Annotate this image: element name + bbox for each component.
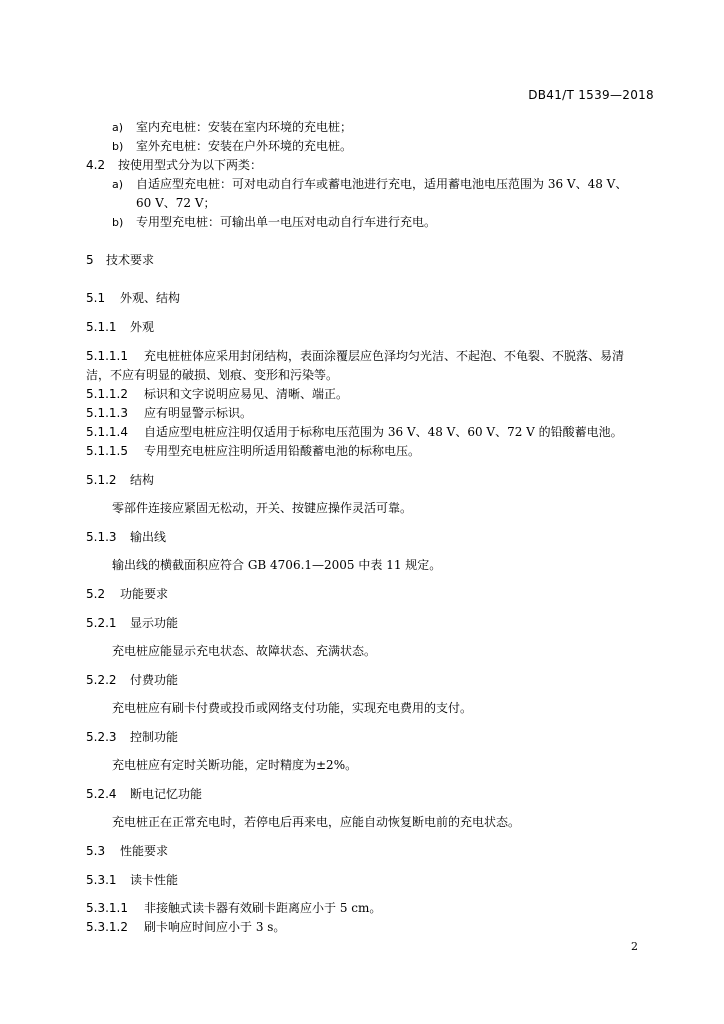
clause-number: 5.1.1.2 bbox=[86, 387, 128, 401]
section-number: 5.2.1 bbox=[86, 616, 117, 630]
section-5-2-2-body: 充电桩应有刷卡付费或投币或网络支付功能，实现充电费用的支付。 bbox=[112, 701, 473, 715]
section-number: 5.1.2 bbox=[86, 473, 117, 487]
clause-text: 充电桩桩体应采用封闭结构，表面涂覆层应色泽均匀光洁、不起泡、不龟裂、不脱落、易清 bbox=[144, 349, 625, 363]
clause-5-3-1-1 bbox=[86, 900, 381, 916]
section-number: 5.2.2 bbox=[86, 673, 117, 687]
section-5-2-4-body: 充电桩正在正常充电时，若停电后再来电，应能自动恢复断电前的充电状态。 bbox=[112, 815, 521, 829]
section-number: 5 bbox=[86, 253, 94, 267]
section-5-1-3-heading bbox=[86, 529, 166, 545]
list-item-a2-continued: 60 V、72 V； bbox=[136, 196, 216, 210]
clause-5-1-1-2 bbox=[86, 386, 348, 402]
clause-number: 5.1.1.4 bbox=[86, 425, 128, 439]
clause-text: 非接触式读卡器有效刷卡距离应小于 5 cm。 bbox=[144, 901, 382, 915]
clause-number: 5.1.1.5 bbox=[86, 444, 128, 458]
list-label: b) bbox=[112, 140, 124, 153]
clause-number: 5.3.1.1 bbox=[86, 901, 128, 915]
clause-4-2 bbox=[86, 157, 262, 173]
section-5-2-4-heading bbox=[86, 786, 202, 802]
section-5-1-2-body: 零部件连接应紧固无松动，开关、按键应操作灵活可靠。 bbox=[112, 501, 413, 515]
list-text: 室内充电桩：安装在室内环境的充电桩； bbox=[136, 120, 353, 134]
clause-number: 5.1.1.1 bbox=[86, 349, 128, 363]
clause-number: 5.3.1.2 bbox=[86, 920, 128, 934]
section-title: 外观 bbox=[130, 320, 155, 334]
section-5-2-1-body: 充电桩应能显示充电状态、故障状态、充满状态。 bbox=[112, 644, 377, 658]
section-title: 输出线 bbox=[130, 530, 167, 544]
clause-5-1-1-1-continued: 洁，不应有明显的破损、划痕、变形和污染等。 bbox=[86, 368, 339, 382]
list-text: 自适应型充电桩：可对电动自行车或蓄电池进行充电，适用蓄电池电压范围为 36 V、48 V、 bbox=[136, 177, 628, 191]
section-number: 5.3.1 bbox=[86, 873, 117, 887]
clause-number: 5.1.1.3 bbox=[86, 406, 128, 420]
section-5-2-heading bbox=[86, 586, 168, 602]
clause-text: 标识和文字说明应易见、清晰、端正。 bbox=[144, 387, 349, 401]
section-title: 显示功能 bbox=[130, 616, 179, 630]
clause-5-3-1-2 bbox=[86, 919, 285, 935]
section-title: 结构 bbox=[130, 473, 155, 487]
clause-5-1-1-3 bbox=[86, 405, 252, 421]
list-text: 专用型充电桩：可输出单一电压对电动自行车进行充电。 bbox=[136, 215, 437, 229]
clause-text: 按使用型式分为以下两类： bbox=[118, 158, 263, 172]
section-title: 付费功能 bbox=[130, 673, 179, 687]
list-item-a1 bbox=[112, 119, 352, 136]
section-title: 控制功能 bbox=[130, 730, 179, 744]
section-title: 外观、结构 bbox=[120, 291, 181, 305]
section-title: 性能要求 bbox=[120, 844, 169, 858]
clause-5-1-1-4 bbox=[86, 424, 623, 440]
section-number: 5.2.3 bbox=[86, 730, 117, 744]
list-text: 室外充电桩：安装在户外环境的充电桩。 bbox=[136, 139, 353, 153]
section-5-3-heading bbox=[86, 843, 168, 859]
list-item-b2 bbox=[112, 214, 436, 231]
section-number: 5.1.3 bbox=[86, 530, 117, 544]
section-number: 5.1.1 bbox=[86, 320, 117, 334]
clause-5-1-1-1 bbox=[86, 348, 624, 364]
clause-5-1-1-5 bbox=[86, 443, 420, 459]
clause-text: 专用型充电桩应注明所适用铅酸蓄电池的标称电压。 bbox=[144, 444, 421, 458]
list-item-b1 bbox=[112, 138, 352, 155]
section-5-1-3-body: 输出线的横截面积应符合 GB 4706.1—2005 中表 11 规定。 bbox=[112, 558, 442, 572]
section-5-2-1-heading bbox=[86, 615, 178, 631]
section-5-3-1-heading bbox=[86, 872, 178, 888]
clause-text: 刷卡响应时间应小于 3 s。 bbox=[144, 920, 286, 934]
section-number: 5.3 bbox=[86, 844, 106, 858]
list-item-a2 bbox=[112, 176, 627, 193]
clause-text: 应有明显警示标识。 bbox=[144, 406, 253, 420]
section-number: 5.2.4 bbox=[86, 787, 117, 801]
document-id: DB41/T 1539—2018 bbox=[528, 88, 654, 102]
clause-number: 4.2 bbox=[86, 158, 106, 172]
clause-text: 自适应型电桩应注明仅适用于标称电压范围为 36 V、48 V、60 V、72 V 的铅酸蓄电池。 bbox=[144, 425, 623, 439]
section-5-2-3-heading bbox=[86, 729, 178, 745]
section-title: 功能要求 bbox=[120, 587, 169, 601]
section-number: 5.2 bbox=[86, 587, 106, 601]
page-number: 2 bbox=[631, 940, 638, 953]
list-label: b) bbox=[112, 216, 124, 229]
section-5-1-heading bbox=[86, 290, 180, 306]
section-title: 技术要求 bbox=[106, 253, 155, 267]
section-5-1-2-heading bbox=[86, 472, 154, 488]
list-label: a) bbox=[112, 178, 124, 191]
section-5-2-2-heading bbox=[86, 672, 178, 688]
section-number: 5.1 bbox=[86, 291, 106, 305]
section-5-heading bbox=[86, 252, 154, 268]
section-5-2-3-body: 充电桩应有定时关断功能，定时精度为±2%。 bbox=[112, 758, 358, 772]
list-label: a) bbox=[112, 121, 124, 134]
section-title: 读卡性能 bbox=[130, 873, 179, 887]
section-5-1-1-heading bbox=[86, 319, 154, 335]
section-title: 断电记忆功能 bbox=[130, 787, 203, 801]
